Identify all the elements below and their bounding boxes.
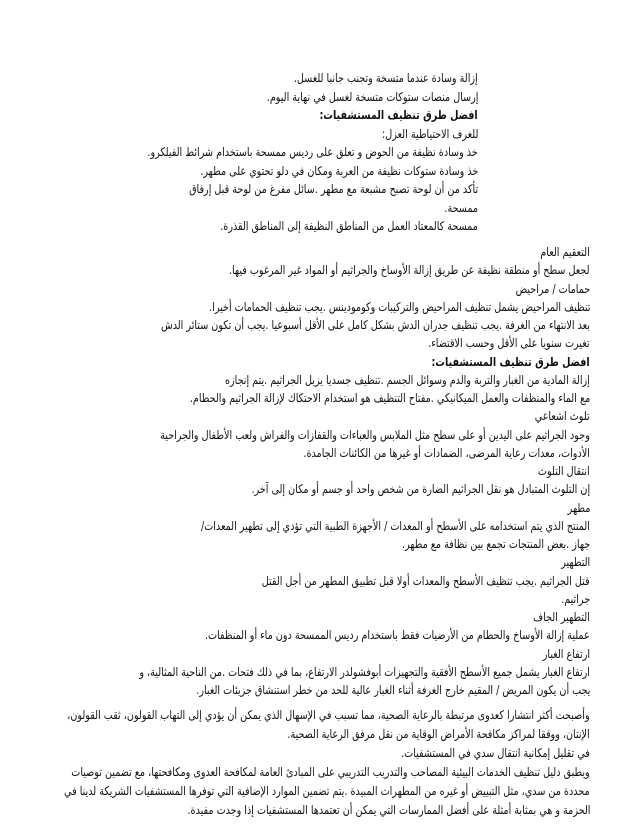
- term-heading: ارتفاع الغبار: [542, 646, 590, 661]
- definitions-section: [48, 243, 590, 699]
- body-line: إن التلوث المتبادل هو نقل الجراثيم الضارة من شخص واحد أو جسم أو مكان إلى آخر.: [251, 482, 590, 497]
- body-line: ممسحة كالمعتاد العمل من المناطق النظيفة إلى المناطق القذرة.: [220, 219, 478, 233]
- body-line: تغيرت سنويا على الأقل وحسب الاقتضاء.: [428, 336, 590, 351]
- body-line: إزالة المادية من الغبار والتربة والدم وسوائل الجسم .تنظيف جسديا يزيل الجراثيم .يتم إنجازه: [225, 372, 590, 387]
- body-line: الحزمة و هي بمثابة أمثلة على أفضل الممارسات التي يمكن أن تعتمدها المستشفيات إذا وجدت مفيدة.: [187, 803, 590, 817]
- body-line: المنتج الذي يتم استخدامه على الأسطح أو المعدات / الأجهزة الطبية التي تؤدي إلى تطهير المعدات/: [201, 518, 590, 533]
- subsection-heading: للغرف الاحتياطية العزل:: [381, 126, 478, 141]
- term-heading: مطهر: [567, 500, 590, 515]
- body-line: عملية إزالة الأوساخ والحطام من الأرضيات فقط باستخدام رديس الممسحة دون ماء أو المنظفات.: [205, 628, 590, 643]
- isolation-room-procedure-section: [48, 69, 478, 236]
- term-heading: انتقال التلوث: [538, 464, 590, 478]
- body-line: وأصبحت أكثر انتشارا كعدوى مرتبطة بالرعاية الصحية، مما تسبب في الإسهال الذي يمكن أن يؤدي إلى التهاب القولون، ثقب القولون،: [67, 708, 590, 722]
- body-line: في تقليل إمكانية انتقال سدي في المستشفيات.: [401, 746, 590, 760]
- body-line: جهاز .بعض المنتجات تجمع بين نظافة مع مطهر.: [401, 537, 590, 551]
- section-heading: افضل طرق تنظيف المستشفيات:: [319, 108, 478, 122]
- term-heading: التطهير الجاف: [533, 610, 590, 624]
- term-heading: حمامات / مراحيض: [515, 281, 590, 296]
- body-line: تنظيف المراحيض يشمل تنظيف المراحيض والتركيبات وكومودينس .يجب تنظيف الحمامات أخيرا.: [208, 299, 590, 314]
- body-line: لجعل سطح أو منطقة نظيفة عن طريق إزالة الأوساخ والجراثيم أو المواد غير المرغوب فيها.: [229, 263, 590, 278]
- body-line: بعد الانتهاء من الغرفة .يجب تنظيف جدران الدش بشكل كامل على الأقل أسبوعيا .يجب أن تكون ستائر الدش: [161, 318, 590, 332]
- body-line: يجب أن يكون المريض / المقيم خارج الغرفة أثناء الغبار عالية للحد من خطر استنشاق جزيئات الغبار.: [195, 683, 590, 697]
- body-line: الإنتان، ووفقا لمراكز مكافحة الأمراض الوقاية من نقل مرفق الرعاية الصحية.: [287, 727, 590, 741]
- term-heading: التعقيم العام: [540, 245, 590, 259]
- body-line: إرسال منصات ستوكات متسخة لغسل في نهاية اليوم.: [266, 89, 478, 104]
- term-heading: التطهير: [560, 555, 590, 570]
- body-line: ويطبق دليل تنظيف الخدمات البيئية المصاحب والتدريب التدريبي على المبادئ العامة لمكافحة العدوى ومكافحتها، مع تضمين توصيات: [71, 765, 590, 779]
- body-line: محددة من سدي، مثل التبييض أو غيره من المطهرات المبيدة .يتم تضمين الموارد الإضافية التي توفرها المستشفيات الشريكة لدينا في: [64, 784, 590, 798]
- body-line: إزالة وسادة عندما متسخة وتجنب جانبا للغسل.: [294, 71, 478, 85]
- body-line: ممسحة.: [444, 200, 478, 215]
- term-heading: تلوث اشعاعي: [535, 409, 590, 424]
- body-line: ارتفاع الغبار يشمل جميع الأسطح الأفقية والتجهيزات أبوفشولدر الارتفاع، بما في ذلك فتحات .من الناحية المثالية، و: [139, 664, 590, 679]
- body-line: خذ وسادة نظيفة من الحوض و تعلق على رديس ممسحة باستخدام شرائط الفيلكرو.: [147, 145, 478, 159]
- body-line: الأدوات، معدات رعاية المرضى، الضمادات أو غيرها من الكائنات الجامدة.: [303, 445, 590, 460]
- body-line: خذ وسادة ستوكات نظيفة من العربة ومكان في دلو تحتوي على مطهر.: [199, 163, 478, 178]
- section-heading: افضل طرق تنظيف المستشفيات:: [431, 354, 590, 369]
- body-line: جراثيم.: [561, 591, 590, 606]
- body-line: مع الماء والمنظفات والعمل الميكانيكي .مفتاح التنظيف هو استخدام الاحتكاك لإزالة الجراثيم والحطام.: [189, 391, 590, 405]
- closing-paragraphs-section: [48, 706, 590, 820]
- body-line: قتل الجراثيم .يجب تنظيف الأسطح والمعدات أولا قبل تطبيق المطهر من أجل القتل: [262, 573, 590, 588]
- body-line: وجود الجراثيم على اليدين أو على سطح مثل الملابس والعباءات والقفازات والفراش ولعب الأطفال والجراحية: [160, 427, 590, 442]
- body-line: تأكد من أن لوحة تصبح مشبعة مع مطهر .سائل مفرغ من لوحة قبل إرفاق: [188, 182, 478, 196]
